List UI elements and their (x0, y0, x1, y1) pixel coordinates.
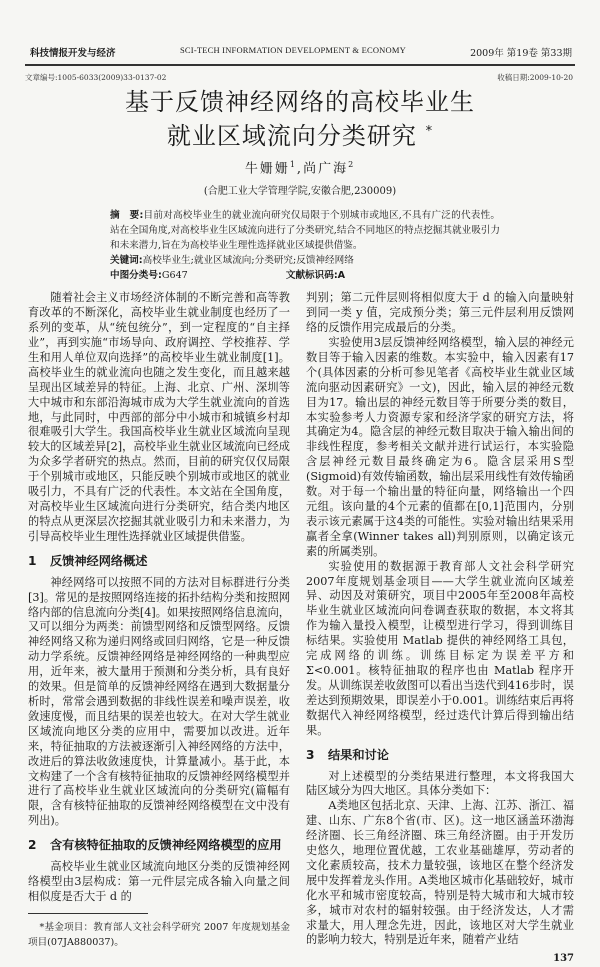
section-2-continued: 判别；第二元件层则将相似度大于 d 的输入向量映射到同一类 y 值，完成预分类；第三元件层利用反馈网络的反馈作用完成最后的分类。 (306, 291, 574, 335)
section-title: 结果和讨论 (328, 747, 389, 762)
region-a-paragraph: A类地区包括北京、天津、上海、江苏、浙江、福建、山东、广东8个省(市、区)。这一地区涵盖环渤海经济圈、长三角经济圈、珠三角经济圈。由于开发历史悠久，地理位置优越，工农业基础雄厚，劳动者的文化素质较高，技术力量较强，该地区在整个经济发展中发挥着龙头作用。A类地区城市化基础较好，城市化水平和城市密度较高，特别是特大城市和大城市较多，城市对农村的辐射较强。由于经济发达，人才需求量大，用人理念先进，因此，该地区对大学生就业的影响力较大，特别是近年来，随着产业结 (306, 799, 574, 947)
section-2-heading (28, 837, 290, 853)
title-text: 就业区域流向分类研究 (166, 122, 417, 150)
section-number: 3 (306, 747, 315, 762)
article-body-flow (0, 156, 600, 967)
section-1-paragraph: 神经网络可以按照不同的方法对目标群进行分类[3]。常见的是按照网络连接的拓扑结构分类和按照网络内部的信息流向分类[4]。如果按照网络信息流向，又可以细分为两类：前馈型网络和反馈型网络。反馈神经网络又称为递归网络或回归网络，它是一种反馈动力学系统。反馈神经网络是神经网络的一种典型应用，近年来，被大量用于预测和分类分析，具有良好的效果。但是简单的反馈神经网络在遇到大数据量分析时，常常会遇到数据的非线性误差和噪声误差，收敛速度慢，而且结果的误差也较大。在对大学生就业区域流向地区分类的应用中，需要加以改进。近年来，特征抽取的方法被逐渐引入神经网络的方法中，改进后的算法收敛速度快，计算量减小。基于此，本文构建了一个含有核特征抽取的反馈神经网络模型并进行了高校毕业生就业区域流向的分类研究(篇幅有限，含有核特征抽取的反馈神经网络模型在文中没有列出)。 (28, 575, 290, 828)
footnote-rule (28, 913, 148, 914)
section-3-heading (306, 747, 574, 763)
clc-value: G647 (161, 270, 188, 282)
author-2-sup: 2 (348, 160, 356, 169)
received-date: 收稿日期:2009-10-20 (497, 73, 573, 82)
intro-paragraph: 随着社会主义市场经济体制的不断完善和高等教育改革的不断深化，高校毕业生就业制度也经历了一系列的变革，从“统包统分”，到一定程度的“自主择业”，再到实施“市场导向、政府调控、学校推荐、学生和用人单位双向选择”的高校毕业生就业制度[1]。高校毕业生的就业流向也随之发生变化，而且越来越呈现出区域差异的特征。上海、北京、广州、深圳等大中城市和东部沿海城市成为大学生就业流向的首选地，与此同时，中西部的部分中小城市和城镇乡村却很难吸引大学生。我国高校毕业生就业区域流向呈现较大的区域差异[2]，高校毕业生就业区域流向已经成为众多学者研究的热点。然而，目前的研究仅仅局限于个别城市或地区，只能反映个别城市或地区的就业吸引力，不具有广泛的代表性。本文站在全国角度，对高校毕业生区域流向进行分类研究，结合类内地区的特点从更深层次挖掘其就业吸引力和未来潜力，为引导高校毕业生理性选择就业区域提供借鉴。 (28, 291, 290, 543)
authors (0, 156, 600, 178)
keywords-label: 关键词: (110, 255, 143, 267)
affiliation: (合肥工业大学管理学院,安徽合肥,230009) (203, 186, 397, 198)
funding-footnote: *基金项目：教育部人文社会科学研究 2007 年度规划基金项目(07JA880037)。 (28, 921, 290, 948)
right-column (306, 291, 574, 967)
results-paragraph: 对上述模型的分类结果进行整理，本文将我国大陆区域分为四大地区。具体分类如下： (306, 769, 574, 798)
title-line-1: 基于反馈神经网络的高校毕业生 (125, 88, 475, 116)
abstract-label: 摘 要: (110, 210, 144, 222)
clc-label: 中图分类号: (110, 270, 162, 282)
section-title: 反馈神经网络概述 (50, 553, 148, 568)
abstract-text: 目前对高校毕业生的就业流向研究仅局限于个别城市或地区,不具有广泛的代表性。站在全国角度,对高校毕业生区域流向进行了分类研究,结合不同地区的特点挖掘其就业吸引力和未来潜力,旨在为高校毕业生理性选择就业区域提供借鉴。 (110, 210, 500, 252)
section-number: 1 (28, 553, 37, 568)
classification (110, 268, 500, 283)
journal-name-cn: 科技情报开发与经济 (30, 48, 116, 59)
section-1-heading (28, 553, 290, 569)
author-1: 牛姗姗 (244, 161, 290, 177)
section-title: 含有核特征抽取的反馈神经网络模型的应用 (50, 838, 282, 853)
author-2: 尚广海 (303, 161, 349, 177)
author-1-sup: 1 (289, 160, 297, 169)
doc-code-value: A (337, 270, 346, 282)
section-number: 2 (28, 838, 37, 853)
model-paragraph: 实验使用3层反馈神经网络模型，输入层的神经元数目等于输入因素的维数。本实验中，输入因素有17个(具体因素的分析可参见笔者《高校毕业生就业区域流向驱动因素研究》一文)，因此，输入层的神经元数目为17。输出层的神经元数目等于所要分类的数目，本实验参考人力资源专家和经济学家的研究方法，将其确定为4。隐含层的神经元数目取决于输入输出间的非线性程度，参考相关文献并进行试运行，本实验隐含层神经元数目最终确定为6。隐含层采用S型(Sigmoid)有效传输函数，输出层采用线性有效传输函数。对于每一个输出量的特征向量，网络输出一个四元组。该向量的4个元素的值都在[0,1]范围内，分别表示该元素属于这4类的可能性。实验对输出结果采用赢者全拿(Winner takes all)判别原则，以确定该元素的所属类别。 (306, 336, 574, 558)
keywords-text: 高校毕业生;就业区域流向;分类研究;反馈神经网络 (142, 255, 354, 267)
title-line-2 (0, 118, 600, 150)
data-paragraph: 实验使用的数据源于教育部人文社会科学研究2007年度规划基金项目——大学生就业流向区域差异、动因及对策研究，项目中2005年至2008年高校毕业生就业区域流向问卷调查获取的数据，本文将其作为输入量投入模型，让模型进行学习，得到训练目标结果。实验使用 Matlab 提供的神经网络工具包，完成网络的训练。训练目标定为误差平方和 Σ<0.001。核特征抽取的程序也由 Matlab 程序开发。从训练误差收敛图可以看出当迭代到416步时，误差达到预期效果，即误差小于0.001。训练结束后再将数据代入神经网络模型，经过迭代计算后得到输出结果。 (306, 559, 574, 737)
journal-name-en: SCI-TECH INFORMATION DEVELOPMENT & ECONOMY (180, 45, 406, 55)
left-column (28, 291, 290, 950)
author-sep: , (296, 161, 304, 177)
two-column-body (0, 291, 600, 967)
section-2-paragraph: 高校毕业生就业区域流向地区分类的反馈神经网络模型由3层构成：第一元件层完成各输入向量之间相似度是否大于 d 的 (28, 860, 290, 903)
keywords (110, 253, 500, 268)
article-number: 文章编号:1005-6033(2009)33-0137-02 (25, 73, 167, 82)
abstract (110, 208, 500, 253)
header-rule (25, 64, 575, 66)
page-number: 137 (553, 953, 574, 965)
doc-code-label: 文献标识码: (285, 270, 338, 282)
journal-issue: 2009年 第19卷 第33期 (470, 48, 572, 59)
title-footnote-mark: * (425, 124, 434, 139)
